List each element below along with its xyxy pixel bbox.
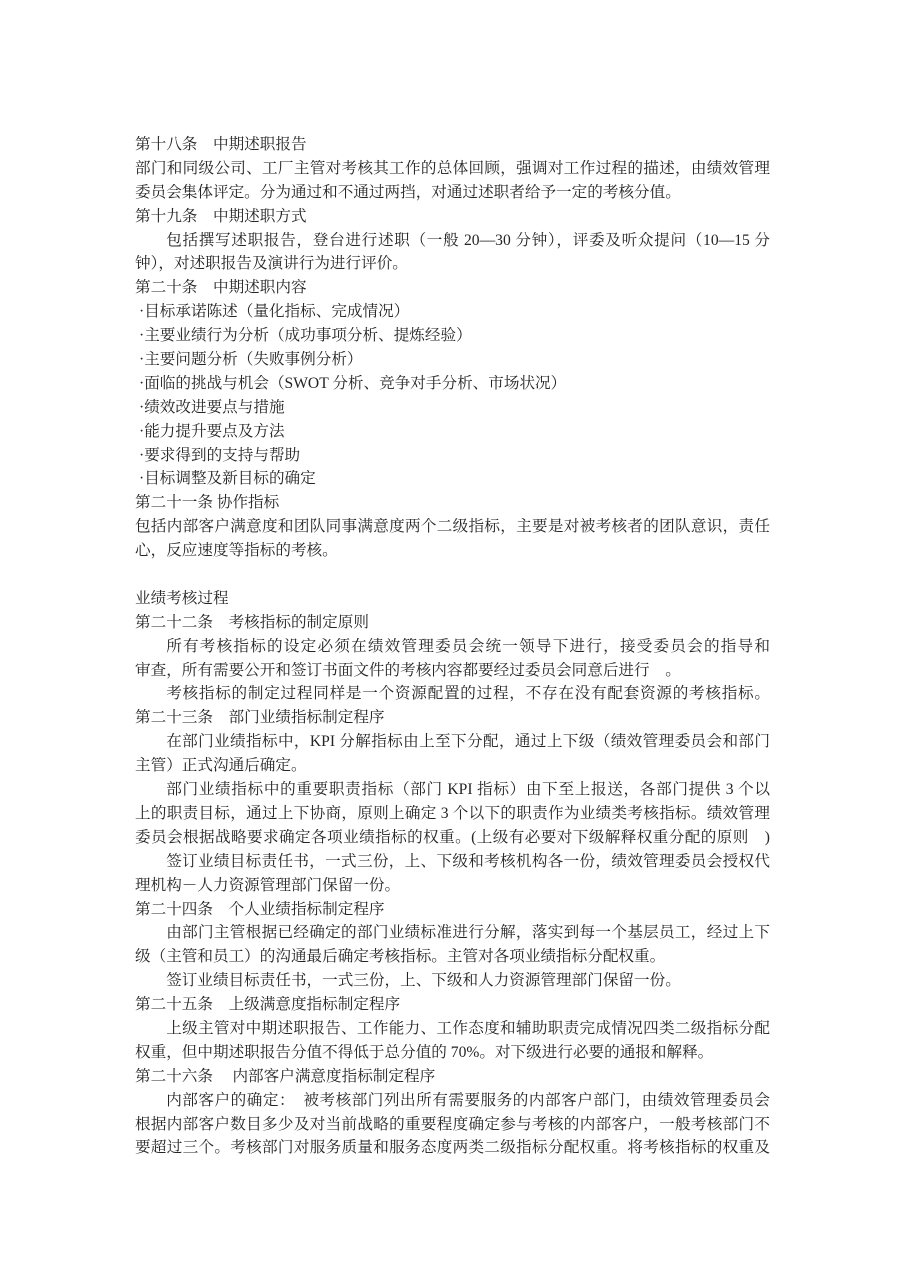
paragraph-line: 所有考核指标的设定必须在绩效管理委员会统一领导下进行，接受委员会的指导和 [166,637,770,655]
paragraph-line: 签订业绩目标责任书，一式三份，上、下级和考核机构各一份，绩效管理委员会授权代 [166,852,770,870]
paragraph-line: 上的职责目标，通过上下协商，原则上确定 3 个以下的职责作为业绩类考核指标。绩效管理 [135,804,770,822]
paragraph-line: 主管）正式沟通后确定。 [135,757,307,775]
paragraph-line: 要超过三个。考核部门对服务质量和服务态度两类二级指标分配权重。将考核指标的权重及 [135,1139,770,1157]
bullet-item: ·能力提升要点及方法 [139,422,285,440]
article-25-heading: 第二十五条 上级满意度指标制定程序 [135,996,401,1014]
section-title: 业绩考核过程 [135,589,229,607]
paragraph-line: 上级主管对中期述职报告、工作能力、工作态度和辅助职责完成情况四类二级指标分配 [166,1019,770,1037]
paragraph-line: 在部门业绩指标中，KPI 分解指标由上至下分配，通过上下级（绩效管理委员会和部门 [166,733,770,751]
paragraph-line: 委员会集体评定。分为通过和不通过两挡，对通过述职者给予一定的考核分值。 [135,183,681,201]
paragraph-line: 签订业绩目标责任书，一式三份，上、下级和人力资源管理部门保留一份。 [166,972,681,990]
blank-line [135,563,770,587]
paragraph-line: 考核指标的制定过程同样是一个资源配置的过程，不存在没有配套资源的考核指标。 [166,685,770,703]
bullet-item: ·绩效改进要点与措施 [139,398,285,416]
article-21-heading: 第二十一条 协作指标 [135,494,280,512]
paragraph-line: 内部客户的确定： 被考核部门列出所有需要服务的内部客户部门，由绩效管理委员会 [166,1091,770,1109]
article-20-heading: 第二十条 中期述职内容 [135,279,307,297]
paragraph-line: 根据内部客户数目多少及对当前战略的重要程度确定参与考核的内部客户，一般考核部门不 [135,1115,770,1133]
article-26-heading: 第二十六条 内部客户满意度指标制定程序 [135,1067,436,1085]
bullet-item: ·主要问题分析（失败事例分析） [139,351,363,369]
paragraph-line: 包括撰写述职报告，登台进行述职（一般 20—30 分钟），评委及听众提问（10—15 分 [166,231,770,249]
article-19-heading: 第十九条 中期述职方式 [135,207,307,225]
paragraph-line: 心，反应速度等指标的考核。 [135,542,338,560]
paragraph-line: 理机构－人力资源管理部门保留一份。 [135,876,401,894]
bullet-item: ·主要业绩行为分析（成功事项分析、提炼经验） [139,327,472,345]
bullet-item: ·要求得到的支持与帮助 [139,446,301,464]
bullet-item: ·目标调整及新目标的确定 [139,470,316,488]
paragraph-line: 级（主管和员工）的沟通最后确定考核指标。主管对各项业绩指标分配权重。 [135,948,666,966]
paragraph-line: 由部门主管根据已经确定的部门业绩标准进行分解，落实到每一个基层员工，经过上下 [166,924,770,942]
paragraph-line: 委员会根据战略要求确定各项业绩指标的权重。(上级有必要对下级解释权重分配的原则 ) [135,828,770,846]
paragraph-line: 部门业绩指标中的重要职责指标（部门 KPI 指标）由下至上报送，各部门提供 3 个以 [166,781,770,799]
article-23-heading: 第二十三条 部门业绩指标制定程序 [135,709,385,727]
paragraph-line: 部门和同级公司、工厂主管对考核其工作的总体回顾，强调对工作过程的描述，由绩效管理 [135,159,770,177]
paragraph-line: 权重，但中期述职报告分值不得低于总分值的 70%。对下级进行必要的通报和解释。 [135,1043,714,1061]
article-18-heading: 第十八条 中期述职报告 [135,136,307,153]
paragraph-line: 审查，所有需要公开和签订书面文件的考核内容都要经过委员会同意后进行 。 [135,661,681,679]
paragraph-line: 钟），对述职报告及演讲行为进行评价。 [135,255,408,273]
article-24-heading: 第二十四条 个人业绩指标制定程序 [135,900,385,918]
article-22-heading: 第二十二条 考核指标的制定原则 [135,613,369,631]
bullet-item: ·面临的挑战与机会（SWOT 分析、竞争对手分析、市场状况） [139,374,567,392]
paragraph-line: 包括内部客户满意度和团队同事满意度两个二级指标，主要是对被考核者的团队意识，责任 [135,518,770,536]
bullet-item: ·目标承诺陈述（量化指标、完成情况） [139,303,410,321]
